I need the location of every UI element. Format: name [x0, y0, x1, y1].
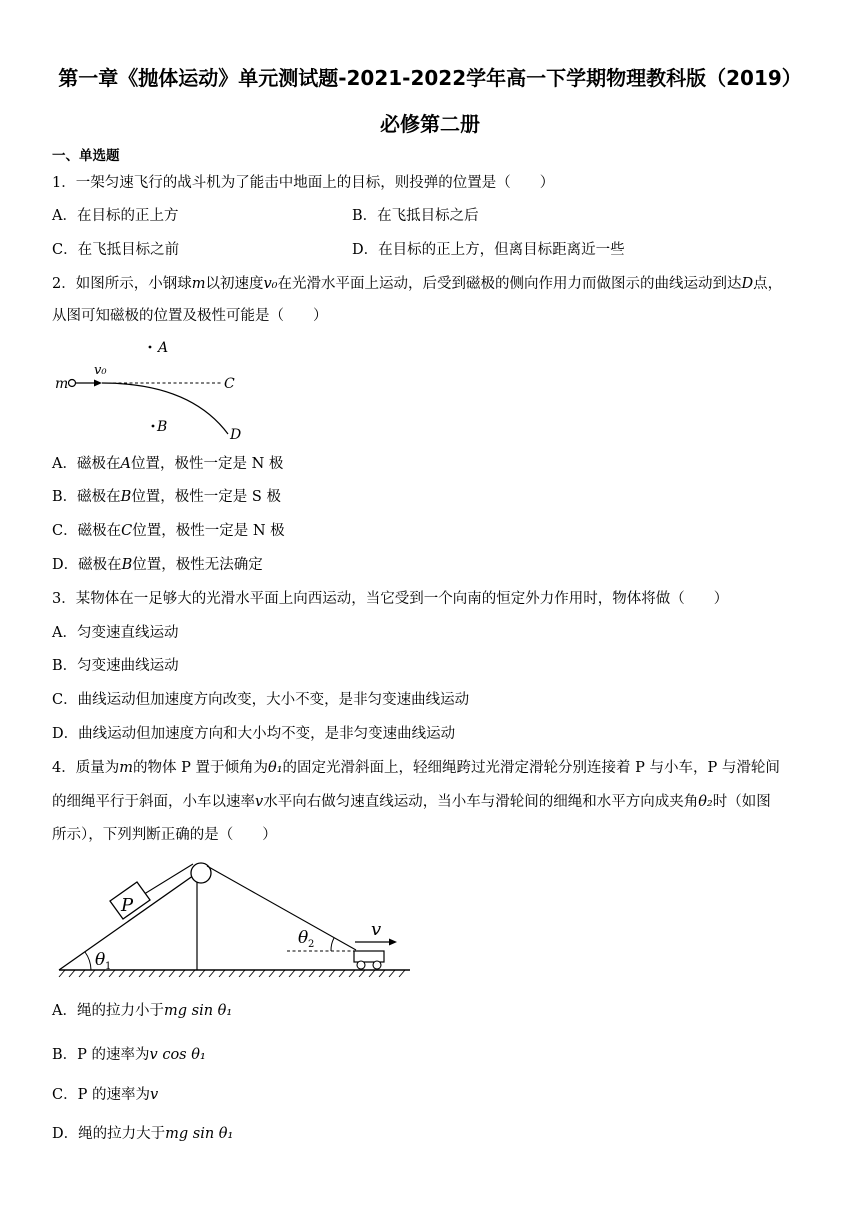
q4-stem-line2: [52, 792, 771, 812]
label-v0: v₀: [94, 363, 107, 378]
q1-option-b: B．在飞抵目标之后: [352, 208, 479, 224]
q4-option-d: [52, 1124, 233, 1144]
q2a-pre: A．磁极在: [52, 456, 121, 472]
q4c-pre: C．P 的速率为: [52, 1087, 150, 1103]
q4c-expr: v: [149, 1087, 159, 1103]
q4-stem-part: 的固定光滑斜面上，轻细绳跨过光滑定滑轮分别连接着 P 与小车，P 与滑轮间: [282, 760, 780, 776]
q4-var-m: m: [119, 760, 133, 776]
theta2-arc: [331, 938, 334, 951]
q2-var-m: m: [191, 276, 206, 292]
cart-wheel-left: [357, 961, 365, 969]
q2d-pre: D．磁极在: [52, 557, 122, 573]
q2a-pos: A: [120, 456, 131, 472]
q4-stem-part: 4．质量为: [52, 760, 120, 776]
q2-stem-part: 点，: [753, 276, 783, 292]
point-a-dot: [149, 346, 152, 349]
label-m: m: [55, 376, 69, 392]
label-a: A: [158, 340, 169, 356]
doc-title-line2: 必修第二册: [380, 112, 480, 136]
label-theta1: θ: [95, 950, 106, 970]
label-b: B: [157, 419, 168, 435]
q4-option-c: [52, 1085, 158, 1105]
q2-figure: [50, 332, 260, 444]
q2-option-c: [52, 521, 285, 541]
q2-stem-line2: 从图可知磁极的位置及极性可能是（ ）: [52, 308, 328, 324]
q2c-post: 位置，极性一定是 N 极: [132, 523, 285, 539]
q4b-pre: B．P 的速率为: [52, 1047, 150, 1063]
q2a-post: 位置，极性一定是 N 极: [130, 456, 284, 472]
q4d-expr: mg sin θ₁: [165, 1126, 234, 1142]
q2d-post: 位置，极性无法确定: [132, 557, 263, 573]
ball-m: [69, 380, 76, 387]
point-b-dot: [152, 425, 155, 428]
q2-stem-part: 在光滑水平面上运动，后受到磁极的侧向作用力而做图示的曲线运动到达: [277, 276, 742, 292]
rope-to-cart: [207, 866, 356, 950]
label-d: D: [230, 427, 242, 443]
velocity-arrowhead: [94, 380, 102, 387]
label-theta1-sub: 1: [105, 961, 112, 972]
q2d-pos: B: [121, 557, 133, 573]
q4-stem-line1: [52, 758, 780, 778]
label-c: C: [224, 376, 235, 392]
q3-option-c: C．曲线运动但加速度方向改变，大小不变，是非匀变速曲线运动: [52, 692, 470, 708]
q2-var-v0: v₀: [263, 276, 278, 292]
q3-stem: 3．某物体在一足够大的光滑水平面上向西运动，当它受到一个向南的恒定外力作用时，物体将做（ ）: [52, 591, 729, 607]
q4-option-b: [52, 1045, 206, 1065]
q2c-pos: C: [121, 523, 133, 539]
q4-stem-line3: 所示），下列判断正确的是（ ）: [52, 827, 277, 843]
rope-to-block: [141, 864, 193, 896]
cart-velocity-arrowhead: [389, 939, 397, 946]
q2-stem-line1: [52, 274, 782, 294]
q4-stem-part: 水平向右做匀速直线运动，当小车与滑轮间的细绳和水平方向成夹角: [263, 794, 699, 810]
q2b-pre: B．磁极在: [52, 489, 121, 505]
q2-option-a: [52, 454, 283, 474]
q3-option-a: A．匀变速直线运动: [52, 625, 179, 641]
q4b-expr: v cos θ₁: [149, 1047, 206, 1063]
section-heading: 一、单选题: [52, 148, 120, 164]
label-theta2-sub: 2: [308, 939, 315, 950]
q4-stem-part: 的细绳平行于斜面，小车以速率: [52, 794, 255, 810]
q2c-pre: C．磁极在: [52, 523, 122, 539]
q1-option-a: A．在目标的正上方: [52, 208, 179, 224]
q2-stem-part: 2．如图所示，小钢球: [52, 276, 192, 292]
q2-option-d: [52, 555, 263, 575]
q4-option-a: [52, 1001, 232, 1021]
q4-var-v: v: [255, 794, 264, 810]
q3-option-d: D．曲线运动但加速度方向和大小均不变，是非匀变速曲线运动: [52, 726, 456, 742]
theta1-arc: [85, 952, 91, 970]
q1-option-c: C．在飞抵目标之前: [52, 242, 180, 258]
q2-option-b: [52, 487, 281, 507]
q4-var-theta2: θ₂: [698, 794, 713, 810]
doc-title-line1: 第一章《抛体运动》单元测试题-2021-2022学年高一下学期物理教科版（2019）: [58, 66, 802, 90]
q4-stem-part: 的物体 P 置于倾角为: [132, 760, 268, 776]
q1-option-d: D．在目标的正上方，但离目标距离近一些: [352, 242, 625, 258]
q2-var-d: D: [741, 276, 754, 292]
q1-stem: 1．一架匀速飞行的战斗机为了能击中地面上的目标，则投弹的位置是（ ）: [52, 175, 555, 191]
label-theta2: θ: [298, 928, 309, 948]
q4a-pre: A．绳的拉力小于: [52, 1003, 164, 1019]
q4-var-theta1: θ₁: [267, 760, 283, 776]
q2b-pos: B: [120, 489, 132, 505]
label-p: P: [121, 895, 134, 916]
q4-figure: [55, 855, 415, 980]
q3-option-b: B．匀变速曲线运动: [52, 658, 179, 674]
q2-stem-part: 以初速度: [205, 276, 264, 292]
q4-stem-part: 时（如图: [712, 794, 771, 810]
q4d-pre: D．绳的拉力大于: [52, 1126, 166, 1142]
cart-body: [354, 951, 384, 962]
q4a-expr: mg sin θ₁: [163, 1003, 233, 1019]
q2b-post: 位置，极性一定是 S 极: [131, 489, 281, 505]
label-v: v: [371, 919, 382, 940]
cart-wheel-right: [373, 961, 381, 969]
